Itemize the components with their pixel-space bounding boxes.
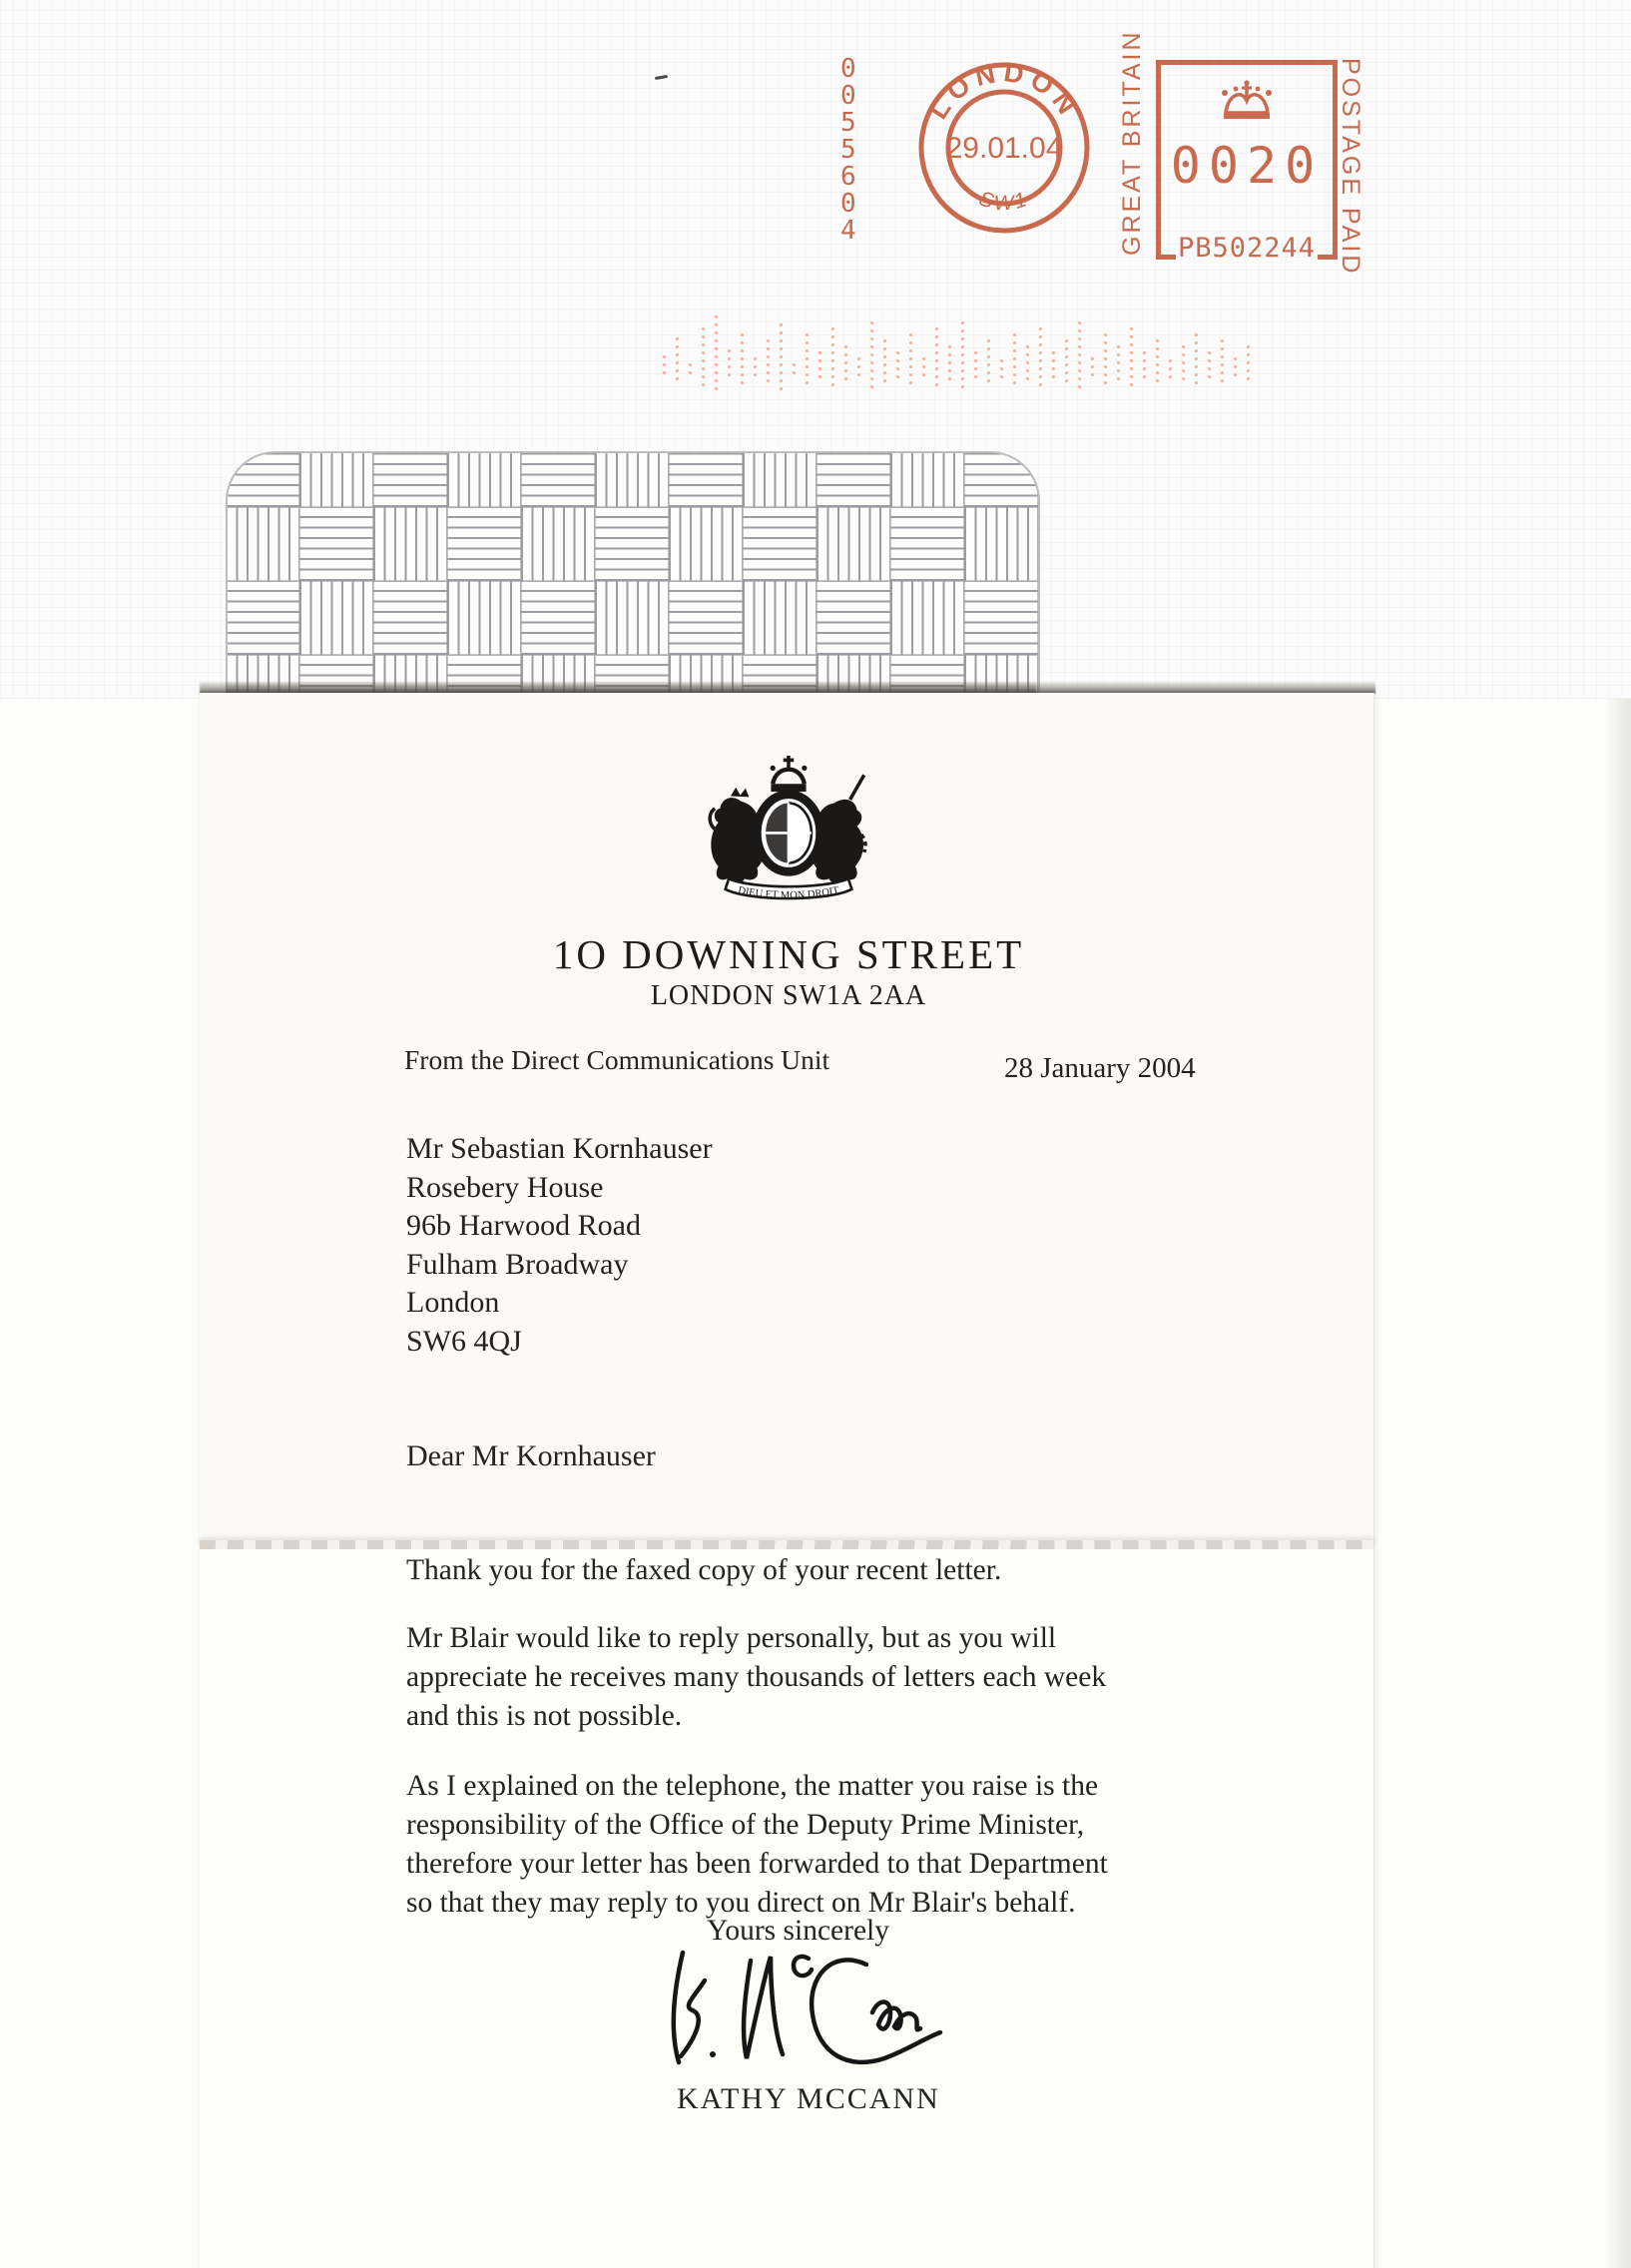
weave-tile — [299, 581, 373, 655]
weave-tile — [964, 581, 1038, 655]
weave-tile — [299, 451, 373, 507]
weave-tile — [595, 581, 669, 655]
indicia-box — [1156, 60, 1338, 264]
dot-column — [1208, 351, 1211, 383]
dot-column — [1065, 339, 1068, 387]
weave-tile — [595, 451, 669, 507]
weave-tile — [669, 451, 743, 507]
weave-tile — [743, 451, 816, 507]
postmark-date: 29.01.04 — [945, 132, 1063, 165]
dot-column — [1182, 345, 1185, 385]
dot-column — [948, 345, 951, 385]
meter-serial-number: 0055604 — [840, 54, 856, 246]
weave-tile — [447, 451, 521, 507]
dot-column — [987, 339, 990, 387]
dot-column — [676, 337, 679, 385]
dot-column — [1091, 357, 1094, 381]
weave-tile — [447, 507, 521, 581]
dot-column — [1143, 351, 1146, 383]
royal-coat-of-arms — [701, 749, 876, 924]
postmark-office: SW1 — [975, 187, 1033, 216]
weave-tile — [226, 581, 299, 655]
from-unit-line: From the Direct Communications Unit — [404, 1044, 830, 1075]
torn-paper-edge — [200, 1540, 1373, 1549]
weave-tile — [521, 507, 595, 581]
letterhead-address: 1O DOWNING STREET — [552, 931, 1025, 977]
dot-column — [1130, 327, 1133, 391]
dot-column — [896, 351, 899, 383]
weave-tile — [816, 581, 890, 655]
dot-column — [1247, 345, 1250, 385]
body-paragraph: Thank you for the faxed copy of your recent letter. — [406, 1554, 1002, 1586]
dot-column — [974, 351, 977, 383]
weave-tile — [743, 507, 816, 581]
dot-column — [1039, 327, 1042, 391]
letter-sheet — [200, 693, 1374, 2268]
postage-value: 0020 — [1170, 137, 1324, 195]
weave-tile — [964, 507, 1038, 581]
dot-column — [1052, 351, 1055, 383]
dot-column — [1104, 333, 1107, 389]
dot-column — [857, 357, 860, 381]
weave-tile — [373, 451, 447, 507]
dot-column — [767, 339, 770, 387]
weave-tile — [447, 581, 521, 655]
weave-tile — [890, 451, 964, 507]
meter-id: PB502244 — [1177, 233, 1317, 264]
dot-column — [1234, 357, 1237, 381]
weave-tile — [299, 507, 373, 581]
weave-tile — [373, 581, 447, 655]
weave-tile — [669, 581, 743, 655]
dot-column — [1026, 345, 1029, 385]
closing-line: Yours sincerely — [707, 1915, 890, 1947]
dot-column — [1117, 345, 1120, 385]
dot-column — [961, 321, 964, 393]
dot-column — [870, 321, 873, 393]
dot-column — [715, 315, 718, 395]
dot-column — [754, 357, 757, 381]
dot-column — [1195, 333, 1198, 389]
body-paragraph: Mr Blair would like to reply personally, but as you will appreciate he receives many thousands of letters each week and this is not possible. — [406, 1622, 1107, 1732]
dot-column — [689, 363, 692, 379]
recipient-address-block: Mr Sebastian Kornhauser Rosebery House 96b Harwood Road Fulham Broadway London SW6 4QJ — [406, 1132, 713, 1358]
postage-paid-label: POSTAGE PAID — [1337, 58, 1364, 277]
dot-column — [1078, 321, 1081, 393]
dot-column — [780, 323, 783, 395]
weave-tile — [743, 581, 816, 655]
weave-tile — [816, 451, 890, 507]
dot-column — [806, 333, 809, 389]
indicia-country-label: GREAT BRITAIN — [1118, 29, 1146, 256]
salutation: Dear Mr Kornhauser — [406, 1439, 656, 1472]
handwritten-signature — [649, 1937, 958, 2086]
weave-tile — [226, 507, 299, 581]
weave-tile — [669, 507, 743, 581]
dot-column — [831, 327, 834, 391]
security-weave-pattern — [226, 451, 1038, 695]
crown-icon — [1216, 77, 1278, 123]
dot-column — [1013, 333, 1016, 389]
envelope-flap — [226, 451, 1040, 695]
dot-column — [883, 339, 886, 387]
dot-column — [1156, 339, 1159, 387]
dot-column — [818, 351, 821, 383]
dot-column — [1221, 339, 1224, 387]
dot-column — [728, 349, 731, 381]
weave-tile — [964, 451, 1038, 507]
weave-tile — [521, 581, 595, 655]
dot-column — [922, 357, 925, 381]
dot-column — [1000, 359, 1003, 383]
weave-tile — [226, 451, 299, 507]
dot-matrix-code — [663, 321, 1262, 401]
postmark-stamp — [914, 58, 1094, 238]
weave-tile — [890, 507, 964, 581]
weave-tile — [373, 507, 447, 581]
crest-motto: DIEU ET MON DROIT — [737, 884, 840, 901]
weave-tile — [521, 451, 595, 507]
dot-column — [793, 363, 796, 379]
dot-column — [702, 327, 705, 391]
dot-column — [741, 333, 744, 389]
signatory-name: KATHY MCCANN — [677, 2082, 940, 2115]
dot-column — [844, 345, 847, 385]
body-paragraph: As I explained on the telephone, the matter you raise is the responsibility of the Office of the Deputy Prime Minister, therefore your letter has been forwarded to that Department so that they may reply to you direct on Mr Blair's behalf. — [406, 1770, 1108, 1919]
weave-tile — [595, 507, 669, 581]
letter-date: 28 January 2004 — [1004, 1052, 1196, 1084]
weave-tile — [816, 507, 890, 581]
dot-column — [909, 333, 912, 389]
dot-column — [1169, 359, 1172, 383]
letterhead-city: LONDON SW1A 2AA — [650, 980, 927, 1011]
dot-column — [663, 355, 666, 379]
weave-tile — [890, 581, 964, 655]
dot-column — [935, 327, 938, 391]
postmark-town: LONDON — [922, 58, 1086, 125]
